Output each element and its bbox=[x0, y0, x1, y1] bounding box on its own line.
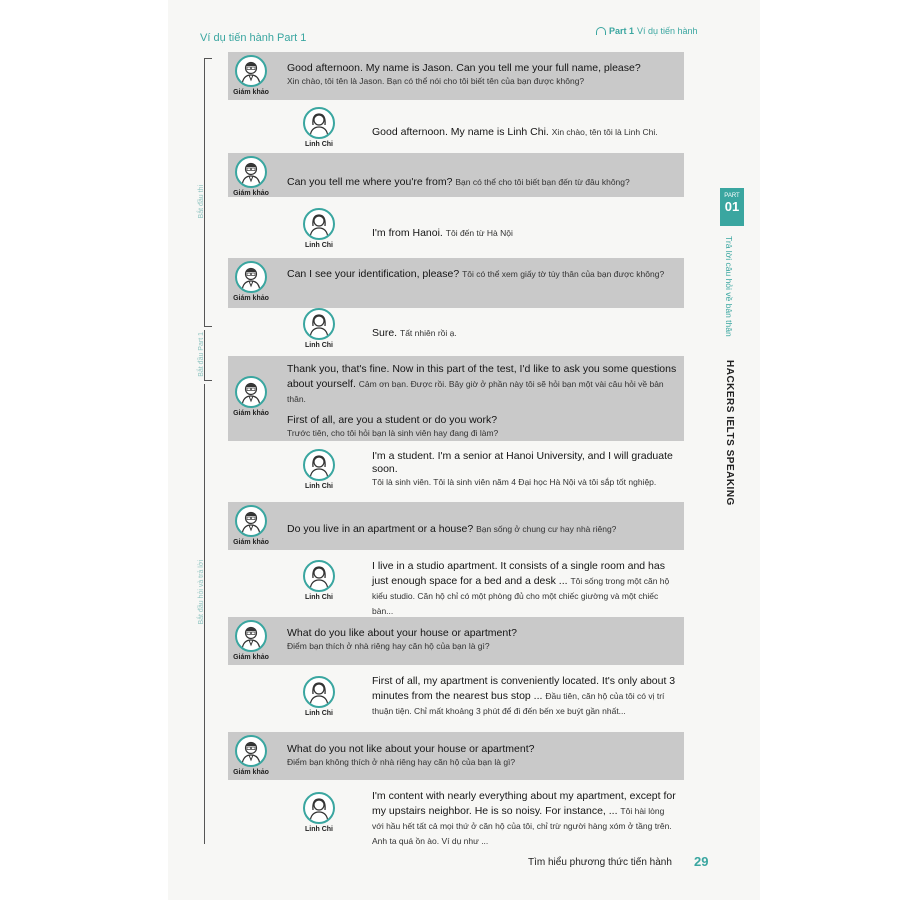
dialogue-turn-candidate bbox=[372, 673, 678, 718]
bracket-tick bbox=[204, 326, 212, 327]
question-en: What do you like about your house or apartment? bbox=[287, 627, 517, 639]
book-brand: HACKERS IELTS SPEAKING bbox=[724, 360, 735, 506]
candidate-avatar-icon bbox=[303, 107, 335, 139]
examiner-avatar-icon bbox=[235, 505, 267, 537]
bracket-tick bbox=[204, 380, 212, 381]
running-head bbox=[596, 26, 698, 36]
dialogue-turn-examiner bbox=[287, 172, 677, 190]
examiner-label: Giám khảo bbox=[233, 190, 269, 197]
dialogue-turn-candidate bbox=[372, 122, 682, 140]
footer-text: Tìm hiểu phương thức tiến hành bbox=[528, 857, 672, 868]
question-en: Can you tell me where you're from? bbox=[287, 176, 456, 188]
question-vi: Tôi có thể xem giấy tờ tùy thân của bạn được không? bbox=[462, 269, 665, 279]
question-vi: Điểm bạn thích ở nhà riêng hay căn hộ của bạn là gì? bbox=[287, 641, 490, 651]
candidate-label: Linh Chi bbox=[305, 594, 333, 601]
dialogue-turn-examiner bbox=[287, 743, 679, 768]
side-label-start-test: Bắt đầu thi bbox=[198, 185, 205, 219]
candidate-avatar-icon bbox=[303, 560, 335, 592]
answer-en: I live in a studio apartment. It consists of a single room and has just enough space for a bed and a desk ... bbox=[372, 560, 665, 587]
dialogue-turn-examiner bbox=[287, 62, 677, 87]
dialogue-turn-candidate bbox=[372, 558, 678, 618]
part-section-title: Trả lời câu hỏi về bản thân bbox=[724, 236, 734, 337]
examiner-label: Giám khảo bbox=[233, 539, 269, 546]
candidate-label: Linh Chi bbox=[305, 141, 333, 148]
question-vi: Xin chào, tôi tên là Jason. Bạn có thể nói cho tôi biết tên của bạn được không? bbox=[287, 76, 585, 86]
answer-en: Sure. bbox=[372, 327, 401, 339]
examiner-avatar-icon bbox=[235, 376, 267, 408]
candidate-avatar-icon bbox=[303, 676, 335, 708]
dialogue-turn-examiner bbox=[287, 519, 679, 537]
candidate-label: Linh Chi bbox=[305, 710, 333, 717]
candidate-avatar-icon bbox=[303, 208, 335, 240]
candidate-label: Linh Chi bbox=[305, 826, 333, 833]
answer-vi: Đầu tiên, căn hộ của tôi có vị trí thuận tiện. Chỉ mất khoảng 3 phút để đi đến bến xe buýt gần nhất... bbox=[372, 691, 665, 716]
dialogue-turn-examiner bbox=[287, 361, 679, 439]
dialogue-turn-candidate bbox=[372, 323, 682, 341]
candidate-avatar-icon bbox=[303, 308, 335, 340]
question-vi: Bạn có thể cho tôi biết bạn đến từ đâu không? bbox=[455, 177, 630, 187]
examiner-label: Giám khảo bbox=[233, 89, 269, 96]
question-en: Thank you, that's fine. Now in this part of the test, I'd like to ask you some questions about yourself. bbox=[287, 363, 677, 390]
answer-en: First of all, my apartment is conveniently located. It's only about 3 minutes from the nearest bus stop ... bbox=[372, 675, 676, 702]
answer-vi: Tôi hài lòng với hầu hết tất cả mọi thứ ở căn hộ của tôi, chỉ trừ người hàng xóm ở tầng trên. Anh ta quá ồn ào. Ví dụ như ... bbox=[372, 806, 672, 846]
examiner-label: Giám khảo bbox=[233, 295, 269, 302]
part-tab bbox=[720, 188, 744, 226]
headphones-icon bbox=[596, 27, 606, 35]
question-vi: Cảm ơn bạn. Được rồi. Bây giờ ở phần này tôi sẽ hỏi bạn một vài câu hỏi về bản thân. bbox=[287, 379, 664, 404]
question-en: Can I see your identification, please? bbox=[287, 268, 463, 280]
candidate-label: Linh Chi bbox=[305, 242, 333, 249]
examiner-avatar-icon bbox=[235, 156, 267, 188]
dialogue-turn-candidate bbox=[372, 450, 678, 488]
question-vi: Điểm bạn không thích ở nhà riêng hay căn hộ của bạn là gì? bbox=[287, 757, 516, 767]
dialogue-turn-candidate bbox=[372, 788, 678, 848]
section-title: Ví dụ tiến hành Part 1 bbox=[200, 32, 307, 44]
examiner-avatar-icon bbox=[235, 620, 267, 652]
question-en: What do you not like about your house or apartment? bbox=[287, 743, 535, 755]
answer-en: I'm from Hanoi. bbox=[372, 227, 446, 239]
question-vi: Bạn sống ở chung cư hay nhà riêng? bbox=[476, 524, 617, 534]
answer-vi: Tôi sống trong một căn hộ kiểu studio. Căn hộ chỉ có một phòng đủ cho một chiếc giường và một chiếc bàn... bbox=[372, 576, 670, 616]
part-number: 01 bbox=[724, 199, 740, 214]
examiner-label: Giám khảo bbox=[233, 769, 269, 776]
question-en-2: First of all, are you a student or do you work? bbox=[287, 414, 498, 426]
examiner-avatar-icon bbox=[235, 735, 267, 767]
answer-en: Good afternoon. My name is Linh Chi. bbox=[372, 126, 552, 138]
candidate-label: Linh Chi bbox=[305, 342, 333, 349]
question-vi-2: Trước tiên, cho tôi hỏi bạn là sinh viên hay đang đi làm? bbox=[287, 428, 499, 438]
candidate-avatar-icon bbox=[303, 792, 335, 824]
question-en: Good afternoon. My name is Jason. Can you tell me your full name, please? bbox=[287, 62, 641, 74]
examiner-avatar-icon bbox=[235, 261, 267, 293]
answer-en: I'm content with nearly everything about my apartment, except for my upstairs neighbor. He is so noisy. For instance, ... bbox=[372, 790, 676, 817]
page-number: 29 bbox=[694, 854, 709, 869]
answer-vi: Tất nhiên rồi ạ. bbox=[400, 328, 457, 338]
candidate-avatar-icon bbox=[303, 449, 335, 481]
answer-en: I'm a student. I'm a senior at Hanoi University, and I will graduate soon. bbox=[372, 450, 673, 475]
examiner-label: Giám khảo bbox=[233, 410, 269, 417]
dialogue-turn-examiner bbox=[287, 266, 677, 281]
examiner-avatar-icon bbox=[235, 55, 267, 87]
part-word: PART bbox=[724, 193, 740, 199]
running-title: Ví dụ tiến hành bbox=[637, 26, 698, 36]
answer-vi: Xin chào, tên tôi là Linh Chi. bbox=[551, 127, 658, 137]
dialogue-turn-examiner bbox=[287, 627, 679, 652]
dialogue-turn-candidate bbox=[372, 223, 682, 241]
side-label-start-part1: Bắt đầu Part 1 bbox=[198, 332, 205, 377]
running-part: Part 1 bbox=[609, 26, 635, 36]
answer-vi: Tôi đến từ Hà Nội bbox=[445, 228, 513, 238]
bracket-tick bbox=[204, 58, 212, 59]
question-en: Do you live in an apartment or a house? bbox=[287, 523, 477, 535]
examiner-label: Giám khảo bbox=[233, 654, 269, 661]
candidate-label: Linh Chi bbox=[305, 483, 333, 490]
side-label-start-qa: Bắt đầu hỏi và trả lời bbox=[198, 560, 205, 625]
answer-vi: Tôi là sinh viên. Tôi là sinh viên năm 4 Đại học Hà Nội và tôi sắp tốt nghiệp. bbox=[372, 477, 657, 487]
